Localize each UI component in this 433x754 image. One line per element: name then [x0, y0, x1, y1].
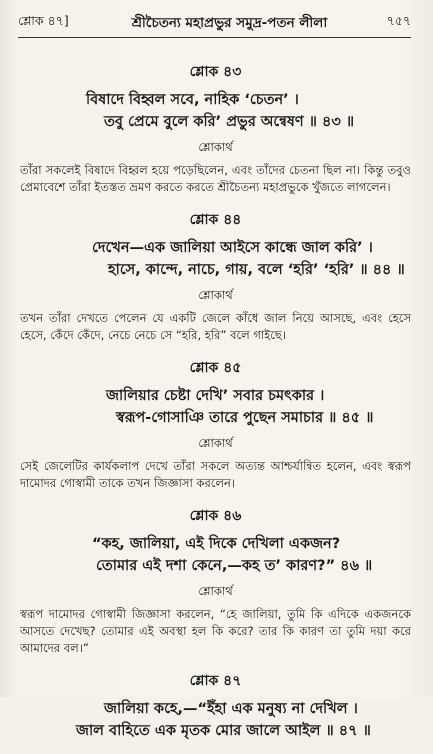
verse-line-2: তবু প্রেমে বুলে করি’ প্রভুর অন্বেষণ ॥ ৪৩ ॥ — [104, 114, 355, 130]
page-header — [18, 12, 411, 38]
verse-line-1: “কহ, জালিয়া, এই দিকে দেখিলা একজন? — [92, 536, 341, 552]
verse-line-2: জাল বাহিতে এক মৃতক মোর জালে আইল ॥ ৪৭ ॥ — [76, 723, 371, 739]
translation-heading: শ্লোকার্থ — [198, 288, 233, 302]
verse-line-1: দেখেন—এক জালিয়া আইসে কান্ধে জাল করি’ । — [92, 240, 373, 256]
verse-number: শ্লোক ৪৪ — [189, 212, 242, 228]
translation-heading: শ্লোকার্থ — [198, 436, 233, 450]
verse-line-1: বিষাদে বিহ্বল সবে, নাহিক ‘চেতন’ । — [86, 92, 299, 108]
verse-line-2: স্বরূপ-গোসাঞি তারে পুছেন সমাচার ॥ ৪৫ ॥ — [116, 410, 374, 426]
verse-line-1: জালিয়ার চেষ্টা দেখি’ সবার চমৎকার । — [106, 388, 325, 404]
header-page-number: ৭৫৭ — [386, 13, 411, 28]
verse-block-45 — [20, 356, 411, 492]
verse-block-44 — [20, 208, 411, 344]
translation-heading: শ্লোকার্থ — [198, 584, 233, 598]
verse-number: শ্লোক ৪৭ — [189, 673, 242, 689]
translation-text: তাঁরা সকলেই বিষাদে বিহ্বল হয়ে পড়েছিলেন, এবং তাঁদের চেতনা ছিল না। কিন্তু তবুও প্রেমাবেশে তাঁরা ইতস্তত ভ্রমণ করতে করতে শ্রীচৈতন্য মহাপ্রভুকে খুঁজতে লাগলেন। — [20, 163, 411, 194]
verse-number: শ্লোক ৪৫ — [189, 360, 242, 376]
verse-block-43 — [20, 60, 411, 196]
verse-line-1: জালিয়া কহে,—“ইঁহা এক মনুষ্য না দেখিল । — [104, 701, 358, 717]
verse-number: শ্লোক ৪৬ — [189, 508, 242, 524]
translation-heading: শ্লোকার্থ — [198, 140, 233, 154]
translation-text: স্বরূপ দামোদর গোস্বামী জিজ্ঞাসা করলেন, “হে জালিয়া, তুমি কি এদিকে একজনকে আসতে দেখেছ? তোমার এই অবস্থা হল কি করে? তার কি কারণ তা তুমি দয়া করে আমাদের বল।” — [20, 607, 411, 655]
header-chapter-title: শ্রীচৈতন্য মহাপ্রভুর সমুদ্র-পতন লীলা — [131, 14, 328, 31]
translation-text: সেই জেলেটির কার্যকলাপ দেখে তাঁরা সকলে অত্যন্ত আশ্চর্যান্বিত হলেন, এবং স্বরূপ দামোদর গোস্বামী তাকে তখন জিজ্ঞাসা করলেন। — [20, 459, 411, 490]
header-verse-ref: শ্লোক ৪৭] — [18, 13, 69, 28]
translation-text: তখন তাঁরা দেখতে পেলেন যে একটি জেলে কাঁধে জাল নিয়ে আসছে, এবং হেসে হেসে, কেঁদে কেঁদে, নেচে নেচে সে “হরি, হরি” বলে গাইছে। — [20, 311, 411, 342]
verse-block-46 — [20, 504, 411, 657]
verse-number: শ্লোক ৪৩ — [189, 64, 242, 80]
page-content — [20, 60, 411, 754]
verse-block-47 — [20, 669, 411, 742]
verse-line-2: হাসে, কান্দে, নাচে, গায়, বলে ‘হরি’ ‘হরি’ ॥ ৪৪ ॥ — [108, 262, 405, 278]
verse-line-2: তোমার এই দশা কেনে,—কহ ত’ কারণ?” ৪৬ ॥ — [96, 558, 373, 574]
